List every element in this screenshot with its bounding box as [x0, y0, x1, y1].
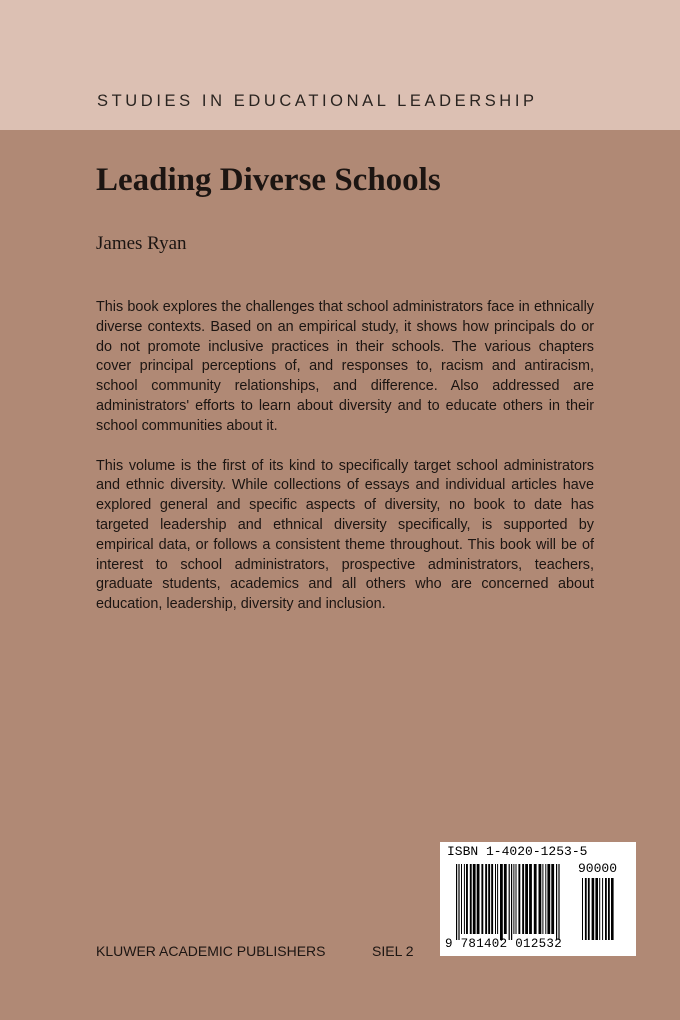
barcode-bar: [497, 864, 498, 934]
barcode-bar: [522, 864, 524, 934]
barcode-bar: [470, 864, 472, 934]
publisher-name: KLUWER ACADEMIC PUBLISHERS: [96, 943, 326, 959]
barcode-bar: [491, 864, 493, 934]
barcode-box: [440, 842, 636, 956]
barcode-bar: [516, 864, 517, 934]
barcode-bar: [513, 864, 514, 934]
blurb-paragraph-1: This book explores the challenges that school administrators face in ethnically diverse contexts. Based on an empirical study, it shows how principals do or do not promote inclusive practices in their schools. The various chapters cover principal perceptions of, and responses to, racism and antiracism, school community relationships, and difference. Also addressed are administrators' efforts to learn about diversity and to educate others in their school communities about it.: [96, 299, 594, 434]
barcode-bar: [466, 864, 468, 934]
barcode-bar: [542, 864, 543, 934]
barcode-bar: [464, 864, 465, 934]
barcode-bar: [605, 878, 607, 940]
ean-number: 9 781402 012532: [445, 937, 563, 951]
barcode-bar: [611, 878, 614, 940]
barcode-bar: [481, 864, 483, 934]
author-name: James Ryan: [96, 233, 187, 254]
barcode-bar: [461, 864, 462, 934]
barcode-bar: [500, 864, 503, 940]
barcode-bar: [504, 864, 507, 934]
barcode-bar: [534, 864, 537, 934]
barcode-bar: [608, 878, 610, 940]
barcode-bar: [518, 864, 520, 934]
barcode-bar: [588, 878, 590, 940]
barcode-bar: [599, 878, 600, 940]
barcode-bar: [545, 864, 546, 934]
barcode-bar: [458, 864, 459, 940]
barcode-bar: [582, 878, 583, 940]
barcode-bar: [592, 878, 595, 940]
barcode-bar: [556, 864, 557, 940]
book-title: Leading Diverse Schools: [96, 162, 441, 198]
barcode-bar: [485, 864, 487, 934]
barcode-bar: [547, 864, 550, 934]
series-title: STUDIES IN EDUCATIONAL LEADERSHIP: [97, 92, 538, 110]
barcode-bar: [602, 878, 603, 940]
barcode-bar: [473, 864, 476, 934]
barcode-bar: [488, 864, 490, 934]
barcode-bar: [529, 864, 532, 934]
barcode-bar: [456, 864, 457, 940]
blurb: [96, 298, 594, 635]
barcode-bar: [511, 864, 512, 940]
isbn-label: ISBN 1-4020-1253-5: [447, 844, 588, 859]
barcode-bar: [595, 878, 598, 940]
barcode-bar: [585, 878, 587, 940]
price-code: 90000: [578, 861, 618, 876]
barcode-bar: [551, 864, 554, 934]
barcode-bar: [539, 864, 542, 934]
barcode-bar: [525, 864, 528, 934]
barcode-bar: [558, 864, 559, 940]
barcode-bar: [509, 864, 510, 940]
barcode-bar: [477, 864, 480, 934]
series-code: SIEL 2: [372, 943, 414, 959]
barcode-bar: [495, 864, 496, 934]
blurb-paragraph-2: This volume is the first of its kind to specifically target school administrators and ethnic diversity. While collections of essays and individual articles have explored general and specific aspects of diversity, no book to date has targeted leadership and ethnical diversity specifically, is supported by empirical data, or follows a consistent theme throughout. This book will be of interest to school administrators, prospective administrators, teachers, graduate students, academics and all others who are concerned about education, leadership, diversity and inclusion.: [96, 457, 594, 613]
